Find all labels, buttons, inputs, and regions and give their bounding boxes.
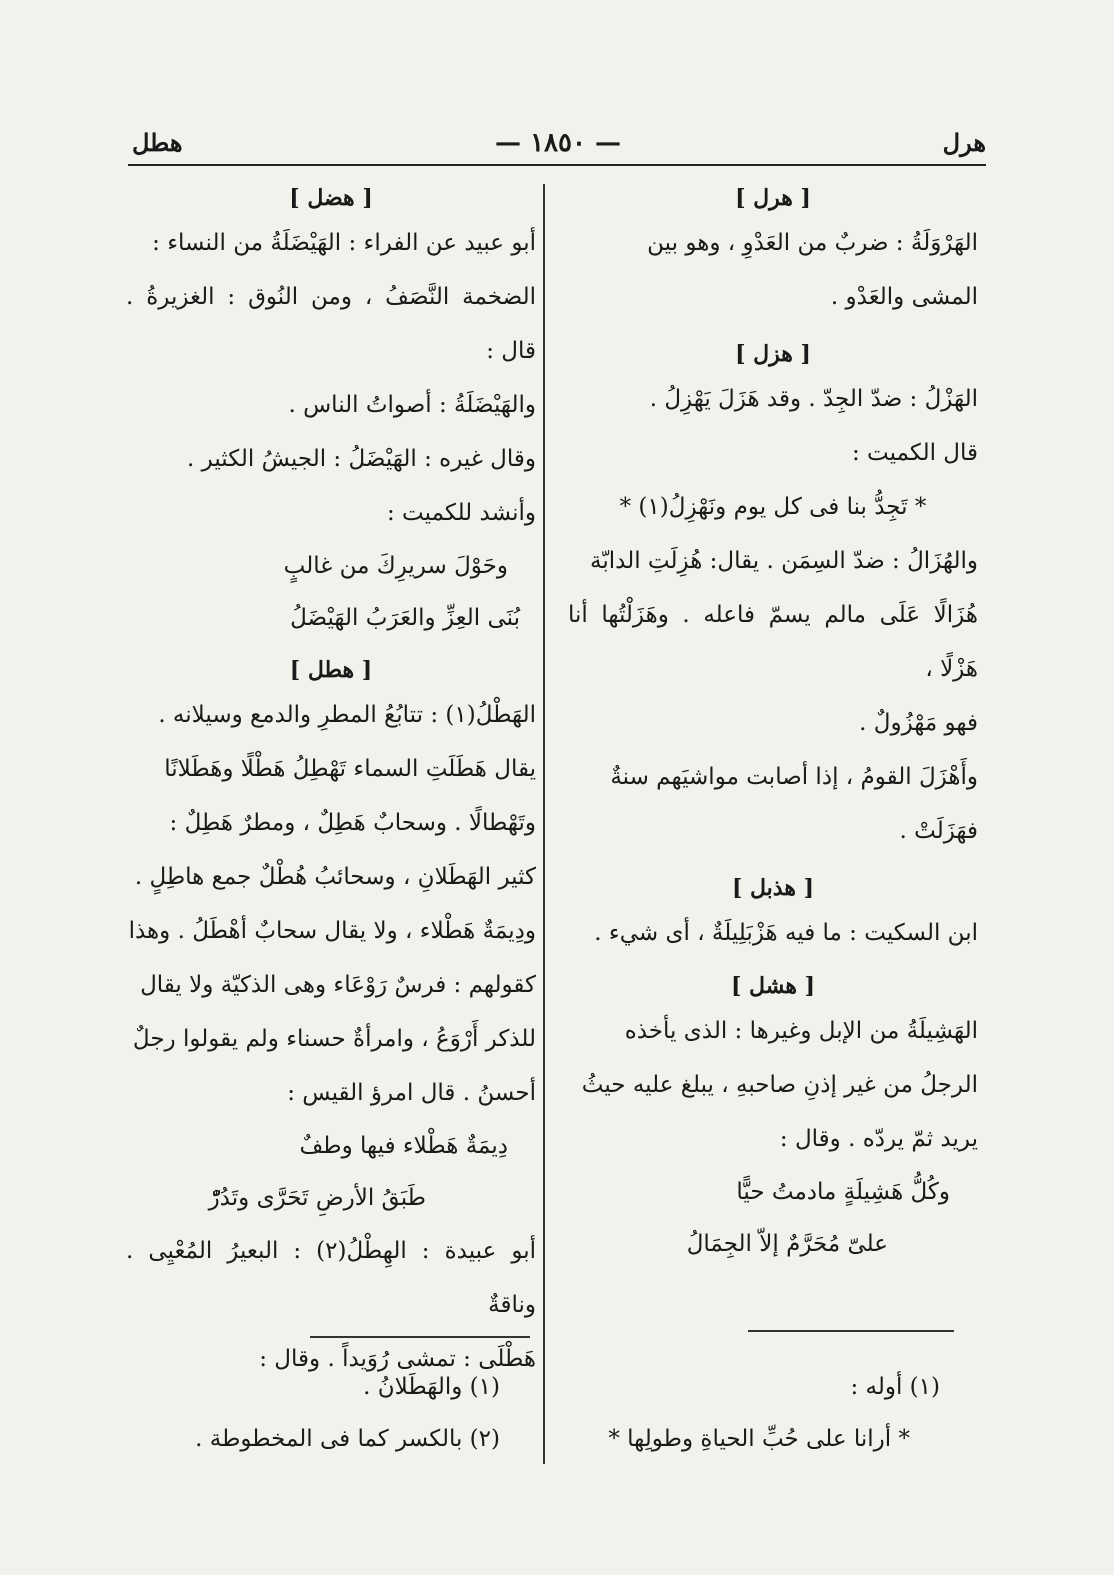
- footnote: * أرانا على حُبِّ الحياةِ وطولِها *: [608, 1426, 910, 1452]
- text-line: الهَطْلُ(١) : تتابُعُ المطرِ والدمع وسيلانه .: [158, 702, 536, 728]
- text-line: أبو عبيدة : الهِطْلُ(٢) : البعيرُ المُعْيِى . وناقةٌ: [126, 1238, 537, 1318]
- text-line: أبو عبيد عن الفراء : الهَيْضَلَةُ من النساء :: [152, 230, 536, 256]
- text-line: يريد ثمّ يردّه . وقال :: [779, 1126, 978, 1152]
- text-line: الهَشِيلَةُ من الإبل وغيرها : الذى يأخذه: [624, 1018, 978, 1044]
- text-line: هُزَالًا عَلَى مالم يسمّ فاعله . وهَزَلْتُها أنا هَزْلًا ،: [568, 602, 978, 682]
- text-line: وأنشد للكميت :: [386, 500, 536, 526]
- text-line: الضخمة النَّصَفُ ، ومن النُوق : الغزيرةُ . قال :: [126, 284, 536, 364]
- verse-line: * تَجِدُّ بنا فى كل يوم ونَهْزِلُ(١) *: [619, 494, 927, 520]
- text-line: وقال غيره : الهَيْضَلُ : الجيشُ الكثير .: [187, 446, 536, 472]
- column-divider: [543, 184, 545, 1464]
- entry-title: [ هطل ]: [289, 657, 373, 683]
- verse-line: بُنَى العِزِّ والعَرَبُ الهَيْضَلُ: [290, 605, 520, 631]
- text-line: هَطْلَى : تمشى رُوَيداً . وقال :: [259, 1346, 536, 1372]
- verse-line: وكُلُّ هَشِيلَةٍ مادمتُ حيًّا: [736, 1179, 950, 1205]
- verse-line: علىّ مُحَرَّمٌ إلاّ الجِمَالُ: [686, 1231, 888, 1257]
- text-line: أحسنُ . قال امرؤ القيس :: [287, 1080, 536, 1106]
- footnote: (٢) بالكسر كما فى المخطوطة .: [195, 1426, 500, 1452]
- entry-title: [ هضل ]: [289, 185, 373, 211]
- text-line: كثير الهَطَلانِ ، وسحائبُ هُطْلٌ جمع هاطِلٍ .: [134, 864, 536, 890]
- page-number: — ١٨٥٠ —: [495, 128, 621, 158]
- right-column: [568, 180, 978, 1270]
- text-line: كقولهم : فرسٌ رَوْعَاء وهى الذكيّة ولا يقال: [140, 972, 536, 998]
- text-line: المشى والعَدْو .: [830, 284, 978, 310]
- text-line: وتَهْطالًا . وسحابٌ هَطِلٌ ، ومطرٌ هَطِلٌ :: [169, 810, 536, 836]
- header-right-word: هرل: [942, 128, 986, 157]
- text-line: فهو مَهْزُولٌ .: [859, 710, 978, 736]
- text-line: وأَهْزَلَ القومُ ، إذا أصابت مواشيَهم سنةٌ: [610, 764, 978, 790]
- verse-line: دِيمَةٌ هَطْلاء فيها وطفٌ: [299, 1133, 508, 1159]
- entry-title: [ هذبل ]: [731, 875, 815, 901]
- text-line: فهَزَلَتْ .: [899, 818, 978, 844]
- text-line: للذكر أَرْوَعُ ، وامرأةٌ حسناء ولم يقولوا رجلٌ: [132, 1026, 536, 1052]
- verse-line: طَبَقُ الأرضِ تَحَرَّى وتَدُرّْ: [208, 1185, 426, 1211]
- verse-line: وحَوْلَ سريرِكَ من غالبٍ: [283, 553, 508, 579]
- text-line: ابن السكيت : ما فيه هَزْبَلِيلَةٌ ، أى شيء .: [594, 920, 978, 946]
- text-line: الرجلُ من غير إذنِ صاحبهِ ، يبلغ عليه حيثُ: [581, 1072, 978, 1098]
- entry-title: [ هرل ]: [735, 185, 811, 211]
- left-column: [126, 180, 536, 1386]
- text-line: الهَرْوَلَةُ : ضربٌ من العَدْوِ ، وهو بين: [647, 230, 978, 256]
- entry-title: [ هشل ]: [730, 973, 816, 999]
- footnote-rule: [748, 1330, 954, 1332]
- footnote-rule: [310, 1336, 530, 1338]
- page-header: [130, 128, 986, 168]
- text-line: ودِيمَةٌ هَطْلاء ، ولا يقال سحابٌ أهْطَلُ . وهذا: [128, 918, 536, 944]
- header-left-word: هطل: [132, 128, 183, 157]
- text-line: الهَزْلُ : ضدّ الجِدّ . وقد هَزَلَ يَهْزِلُ .: [649, 386, 978, 412]
- entry-title: [ هزل ]: [735, 341, 811, 367]
- text-line: يقال هَطَلَتِ السماء تَهْطِلُ هَطْلًا وهَطَلانًا: [164, 756, 536, 782]
- text-line: والهُزَالُ : ضدّ السِمَن . يقال: هُزِلَتِ الدابّة: [590, 548, 978, 574]
- footnote: (١) والهَطَلانُ .: [363, 1374, 500, 1400]
- text-line: قال الكميت :: [851, 440, 978, 466]
- header-rule: [128, 164, 986, 166]
- footnote: (١) أوله :: [850, 1374, 940, 1400]
- text-line: والهَيْضَلَةُ : أصواتُ الناس .: [288, 392, 536, 418]
